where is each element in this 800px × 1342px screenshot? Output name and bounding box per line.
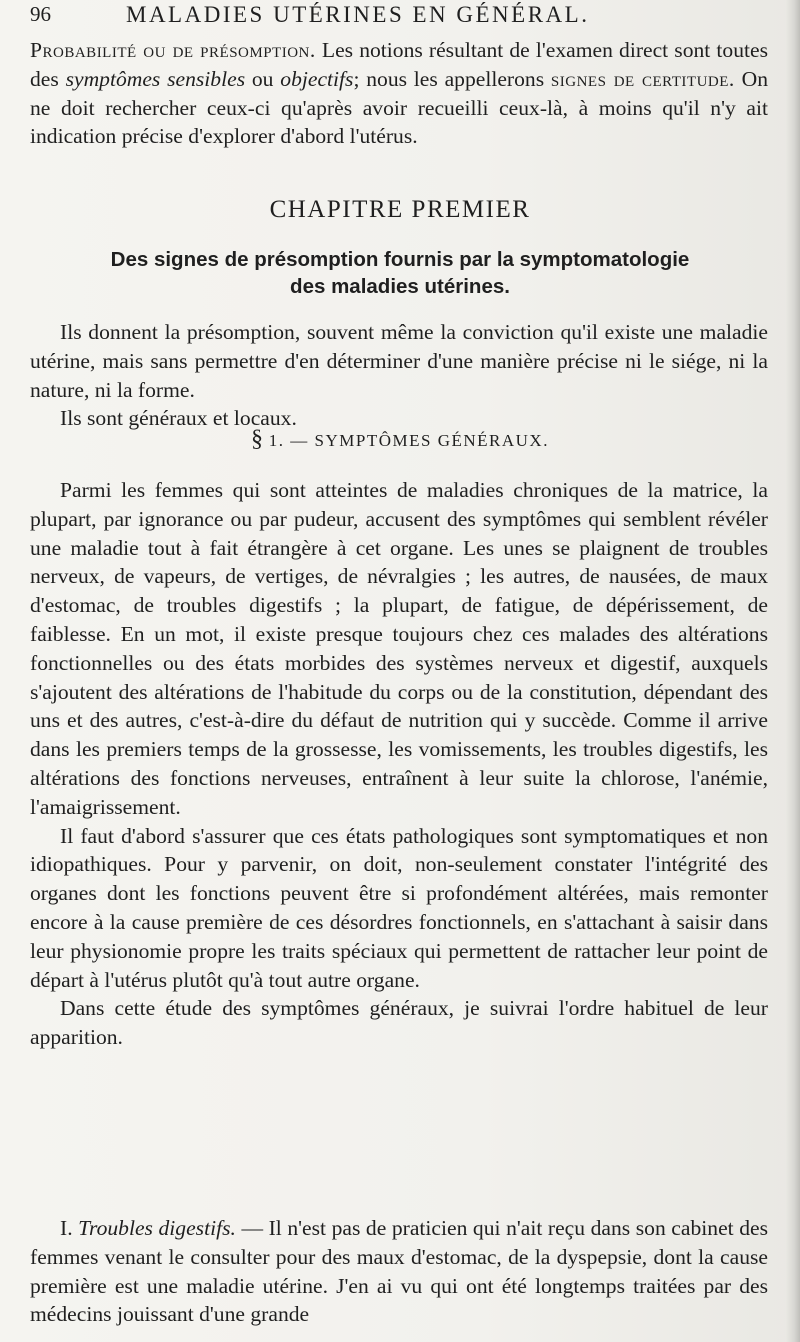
intro-text-4: On ne doit rechercher ceux-ci qu'après avoir recueilli ceux-là, à moins qu'il n'y ait indication précise d'explorer d'abord l'utérus.	[30, 66, 768, 149]
intro-small-caps-2: signes de certitude.	[550, 66, 735, 91]
chapter-subtitle-line-2: des maladies utérines.	[290, 275, 510, 298]
page-edge-shadow	[786, 0, 800, 1342]
chapter-title: CHAPITRE PREMIER	[269, 196, 531, 223]
body-paragraph-1: Parmi les femmes qui sont atteintes de maladies chroniques de la matrice, la plupart, par ignorance ou par pudeur, accusent des symptômes qui semblent révéler une maladie tout à fait étrangère à cet organe. Les unes se plaignent de troubles nerveux, de vapeurs, de vertiges, de névralgies ; les autres, de nausées, de maux d'estomac, de troubles digestifs ; la plupart, de fatigue, de dépérissement, de faiblesse. En un mot, il existe presque toujours chez ces malades des altérations fonctionnelles ou des états morbides des systèmes nerveux et digestif, auxquels s'ajoutent des altérations de l'habitude du corps ou de la constitution, dépendant des uns et des autres, c'est-à-dire du défaut de nutrition qui y succède. Comme il arrive dans les premiers temps de la grossesse, les vomissements, les troubles digestifs, les altérations des fonctions nerveuses, entraînent à leur suite la chlorose, l'anémie, l'amaigrissement.	[30, 478, 768, 819]
running-title: MALADIES UTÉRINES EN GÉNÉRAL.	[126, 2, 590, 27]
chapter-subtitle	[30, 246, 770, 300]
intro-text-1: Les notions résultant de l'examen direct sont toutes des	[30, 38, 768, 91]
main-body	[30, 476, 768, 1052]
item-troubles-digestifs	[30, 1214, 768, 1329]
intro-italic-1: symptômes sensibles	[65, 66, 246, 91]
page-number: 96	[30, 2, 51, 26]
intro-lead: Probabilité ou de présomption.	[30, 38, 316, 62]
chapter-intro-paragraph-2: Ils sont généraux et locaux.	[60, 406, 297, 431]
chapter-intro-paragraph-1: Ils donnent la présomption, souvent même la conviction qu'il existe une maladie utérine, mais sans permettre d'en déterminer d'une manière précise ni le siége, ni la nature, ni la forme.	[30, 320, 768, 402]
chapter-intro	[30, 318, 768, 433]
section-number: 1.	[268, 431, 285, 450]
item-number: I.	[60, 1216, 73, 1240]
section-heading	[0, 426, 800, 453]
intro-italic-2: objectifs	[280, 66, 354, 91]
item-title: Troubles digestifs.	[78, 1216, 236, 1240]
page-header	[30, 2, 770, 36]
section-title: — SYMPTÔMES GÉNÉRAUX.	[290, 431, 549, 450]
intro-paragraph	[30, 36, 768, 151]
section-sign: §	[251, 426, 264, 452]
intro-text-3: ; nous les appellerons	[353, 66, 551, 91]
body-paragraph-2: Il faut d'abord s'assurer que ces états pathologiques sont symptomatiques et non idiopathiques. Pour y parvenir, on doit, non-seulement constater l'intégrité des organes dont les fonctions peuvent être si profondément altérées, mais remonter encore à la cause première de ces désordres fonctionnels, en s'attachant à saisir dans leur physionomie propre les traits spéciaux qui permettent de rattacher leur point de départ à l'utérus plutôt qu'à tout autre organe.	[30, 823, 768, 992]
intro-text-2: ou	[245, 66, 281, 91]
item-text: — Il n'est pas de praticien qui n'ait reçu dans son cabinet des femmes venant le consulter pour des maux d'estomac, de la dyspepsie, dont la cause première est une maladie utérine. J'en ai vu qui ont été longtemps traitées par des médecins jouissant d'une grande	[30, 1216, 768, 1327]
body-paragraph-3: Dans cette étude des symptômes généraux, je suivrai l'ordre habituel de leur apparition.	[30, 996, 768, 1050]
chapter-subtitle-line-1: Des signes de présomption fournis par la symptomatologie	[110, 248, 690, 271]
